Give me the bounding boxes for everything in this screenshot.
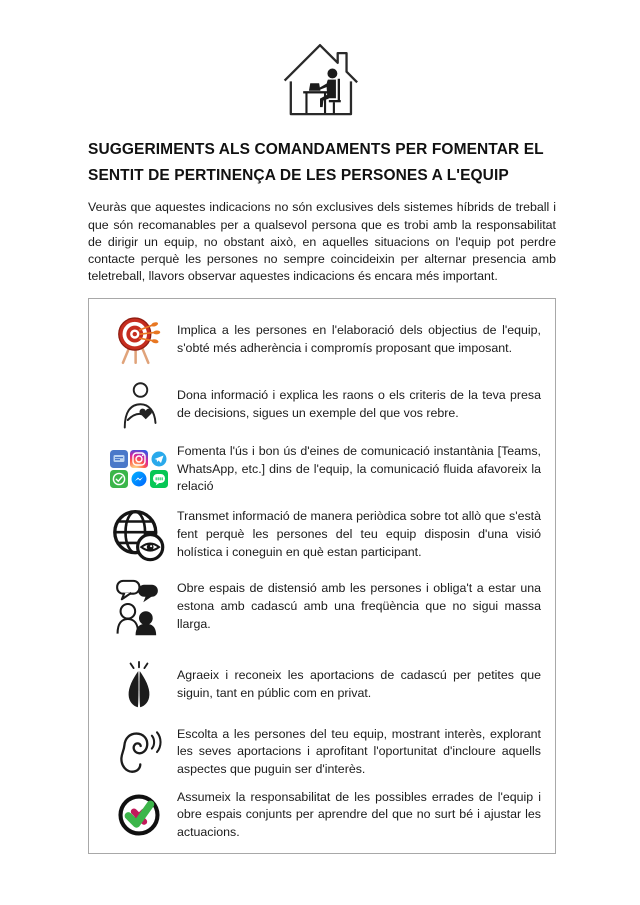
document-body bbox=[88, 137, 556, 854]
telegram-icon bbox=[150, 450, 168, 468]
suggestion-row bbox=[101, 789, 543, 842]
page-title bbox=[88, 137, 556, 189]
header-illustration bbox=[0, 0, 640, 123]
teleworking-house-icon bbox=[274, 36, 366, 123]
dartboard-target-icon bbox=[101, 313, 177, 367]
suggestion-text: Obre espais de distensió amb les persones i obliga't a estar una estona amb cadascú amb una freqüència que no sigui massa llarga. bbox=[177, 581, 541, 631]
intro-paragraph: Veuràs que aquestes indicacions no són exclusives dels sistemes híbrids de treball i que són recomanables per a qualsevol persona que es trobi amb la responsabilitat de dirigir un equip, no obstant això, en aquelles situacions on l'equip pot perdre contacte perquè les persones no sempre coincideixin per alternar presencia amb teletreball, llavors observar aquestes indicacions és encara més important. bbox=[88, 200, 556, 283]
suggestion-row bbox=[101, 381, 543, 429]
praying-hands-icon bbox=[101, 660, 177, 710]
suggestion-row bbox=[101, 660, 543, 710]
suggestion-row bbox=[101, 313, 543, 367]
chat-app-icon bbox=[110, 450, 128, 468]
line-app-icon bbox=[150, 470, 168, 488]
suggestion-row bbox=[101, 508, 543, 562]
instagram-icon bbox=[130, 450, 148, 468]
suggestion-text: Fomenta l'ús i bon ús d'eines de comunicació instantània [Teams, WhatsApp, etc.] dins de l'equip, la comunicació fluida afavoreix la relació bbox=[177, 443, 541, 494]
suggestion-text: Transmet informació de manera periòdica sobre tot allò que s'està fent perquè les persones del teu equip disposin d'una visió holística i coneguin en què estan participant. bbox=[177, 509, 541, 559]
suggestion-row bbox=[101, 578, 543, 636]
suggestions-box bbox=[88, 298, 556, 854]
suggestion-text: Assumeix la responsabilitat de les possibles errades de l'equip i obre espais conjunts per aprendre del que no surt bé i ajustar les actuacions. bbox=[177, 789, 541, 839]
messaging-apps-icon bbox=[101, 450, 177, 488]
page-title-line2: SENTIT DE PERTINENÇA DE LES PERSONES A L'EQUIP bbox=[88, 167, 509, 185]
suggestion-row bbox=[101, 726, 543, 779]
people-conversation-icon bbox=[101, 578, 177, 636]
page-title-line1: SUGGERIMENTS ALS COMANDAMENTS PER FOMENTAR EL bbox=[88, 141, 544, 158]
suggestion-text: Dona informació i explica les raons o els criteris de la teva presa de decisions, sigues un exemple del que vos rebre. bbox=[177, 388, 541, 420]
messenger-icon bbox=[130, 470, 148, 488]
suggestion-text: Agraeix i reconeix les aportacions de cadascú per petites que siguin, tant en públic com en privat. bbox=[177, 668, 541, 700]
person-hand-on-heart-icon bbox=[101, 381, 177, 429]
ear-listening-icon bbox=[101, 728, 177, 776]
globe-eye-icon bbox=[101, 508, 177, 562]
check-chat-app-icon bbox=[110, 470, 128, 488]
suggestion-row bbox=[101, 443, 543, 496]
suggestion-text: Implica a les persones en l'elaboració dels objectius de l'equip, s'obté més adherència i compromís proposant que imposant. bbox=[177, 323, 541, 355]
suggestion-text: Escolta a les persones del teu equip, mostrant interès, explorant les seves aportacions i aprofitant l'oportunitat d'incloure aquells aspectes que puguin ser d'interès. bbox=[177, 726, 541, 777]
check-over-cross-icon bbox=[101, 792, 177, 838]
